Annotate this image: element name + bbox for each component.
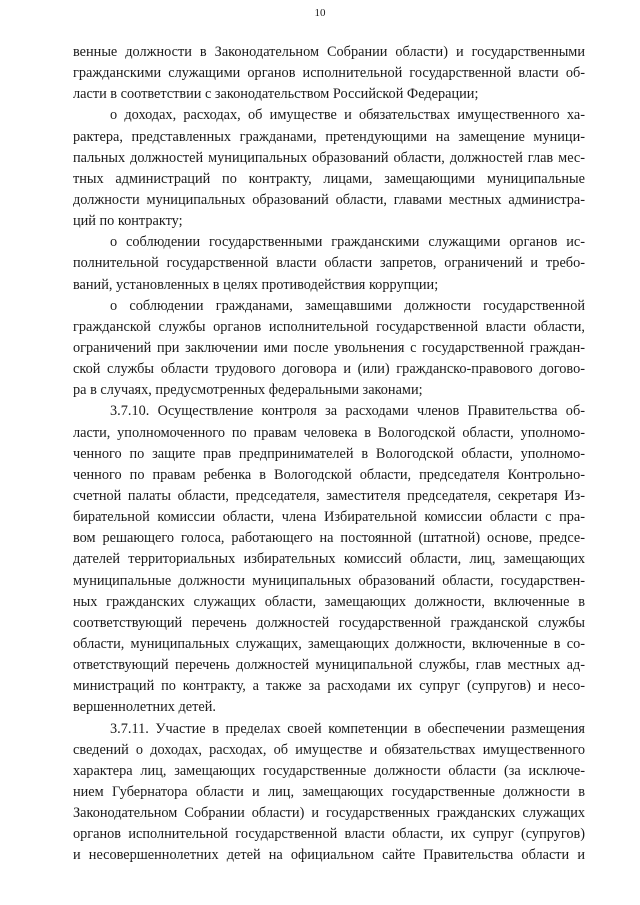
text-line: ласти в соответствии с законодательством Российской Федерации; bbox=[73, 86, 479, 103]
text-line: органов исполнительной государственной власти области, их супруг (супругов) bbox=[73, 826, 585, 843]
text-line: ченного по правам ребенка в Вологодской области, председателя Контрольно- bbox=[73, 466, 585, 483]
text-line: должности муниципальных образований области, главами местных администра- bbox=[73, 191, 585, 208]
paragraph bbox=[73, 719, 585, 867]
text-line: области, муниципальных служащих, замещающих должности, включенные в со- bbox=[73, 635, 585, 652]
text-line: министраций по контракту, а также за расходами их супруг (супругов) и несо- bbox=[73, 678, 585, 695]
paragraph bbox=[73, 401, 585, 718]
document-body bbox=[73, 42, 585, 866]
text-line: бирательной комиссии области, члена Избирательной комиссии области с пра- bbox=[73, 509, 585, 526]
text-line: муниципальные должности муниципальных образований области, государствен- bbox=[73, 572, 585, 589]
text-line: пальных должностей муниципальных образований области, должностей глав мес- bbox=[73, 149, 585, 166]
text-line: о доходах, расходах, об имуществе и обязательствах имущественного ха- bbox=[110, 107, 585, 124]
text-line: гражданскими служащими органов исполнительной государственной власти об- bbox=[73, 65, 585, 82]
text-line: ра в случаях, предусмотренных федеральными законами; bbox=[73, 382, 423, 399]
text-line: гражданской службы органов исполнительной государственной власти области, bbox=[73, 318, 585, 335]
text-line: ций по контракту; bbox=[73, 213, 183, 230]
text-line: полнительной государственной власти области запретов, ограничений и требо- bbox=[73, 255, 585, 272]
text-line: ных гражданских служащих области, замещающих должности, включенные в bbox=[73, 593, 585, 610]
paragraph bbox=[73, 296, 585, 402]
text-line: о соблюдении гражданами, замещавшими должности государственной bbox=[110, 297, 585, 314]
text-line: ограничений при заключении ими после увольнения с государственной граждан- bbox=[73, 339, 585, 356]
text-line: 3.7.11. Участие в пределах своей компетенции в обеспечении размещения bbox=[110, 720, 585, 737]
text-line: вом решающего голоса, работающего на постоянной (штатной) основе, предсе- bbox=[73, 530, 585, 547]
text-line: ченного по защите прав предпринимателей в Вологодской области, уполномо- bbox=[73, 445, 585, 462]
text-line: соответствующий перечень должностей государственной гражданской службы bbox=[73, 614, 585, 631]
paragraph bbox=[73, 105, 585, 232]
text-line: ласти, уполномоченного по правам человека в Вологодской области, уполномо- bbox=[73, 424, 585, 441]
text-line: рактера, представленных гражданами, претендующими на замещение муници- bbox=[73, 128, 585, 145]
text-line: сведений о доходах, расходах, об имуществе и обязательствах имущественного bbox=[73, 741, 585, 758]
text-line: Законодательном Собрании области) и государственных гражданских служащих bbox=[73, 805, 585, 822]
text-line: счетной палаты области, председателя, заместителя председателя, секретаря Из- bbox=[73, 487, 585, 504]
text-line: вершеннолетних детей. bbox=[73, 699, 216, 716]
text-line: ответствующий перечень должностей муниципальной службы, глав местных ад- bbox=[73, 657, 585, 674]
text-line: и несовершеннолетних детей на официальном сайте Правительства области и bbox=[73, 847, 585, 864]
text-line: тных администраций по контракту, лицами, замещающими муниципальные bbox=[73, 170, 585, 187]
text-line: 3.7.10. Осуществление контроля за расходами членов Правительства об- bbox=[110, 403, 585, 420]
text-line: венные должности в Законодательном Собрании области) и государственными bbox=[73, 44, 585, 60]
text-line: ваний, установленных в целях противодействия коррупции; bbox=[73, 276, 439, 293]
text-line: дателей территориальных избирательных комиссий области, лиц, замещающих bbox=[73, 551, 585, 568]
page-number: 10 bbox=[314, 7, 326, 19]
text-line: о соблюдении государственными гражданскими служащими органов ис- bbox=[110, 234, 585, 251]
text-line: нием Губернатора области и лиц, замещающих государственные должности в bbox=[73, 783, 585, 800]
paragraph bbox=[73, 42, 585, 105]
paragraph bbox=[73, 232, 585, 295]
text-line: характера лиц, замещающих государственные должности области (за исключе- bbox=[73, 762, 585, 779]
text-line: ской службы области трудового договора и (или) гражданско-правового догово- bbox=[73, 361, 585, 378]
